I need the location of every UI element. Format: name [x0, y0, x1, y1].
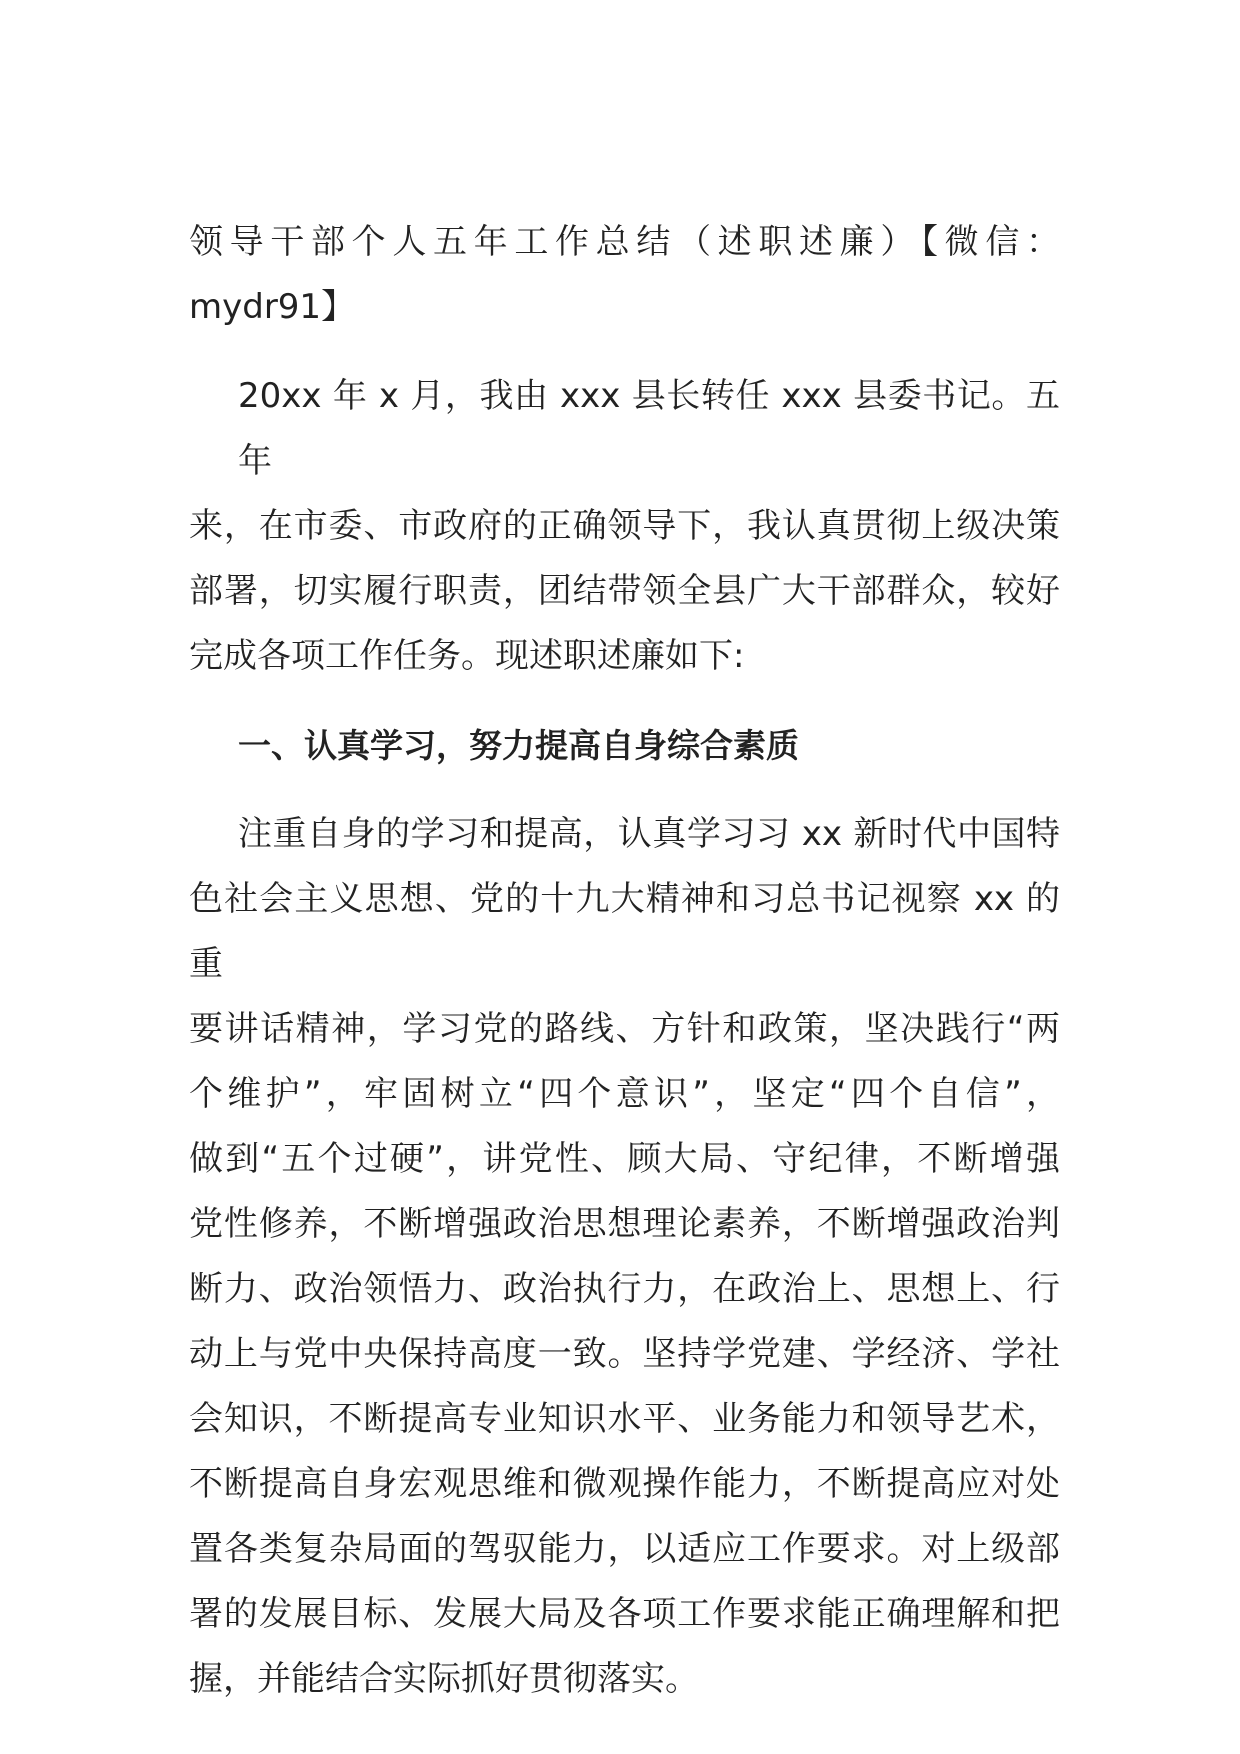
section-heading-1: 一、认真学习，努力提高自身综合素质: [238, 726, 799, 765]
paragraph-line: 色社会主义思想、党的十九大精神和习总书记视察 xx 的重: [189, 879, 1060, 984]
paragraph-line: 注重自身的学习和提高，认真学习习 xx 新时代中国特: [238, 814, 1060, 854]
paragraph-line: 动上与党中央保持高度一致。坚持学党建、学经济、学社: [189, 1334, 1060, 1374]
paragraph-line: 断力、政治领悟力、政治执行力，在政治上、思想上、行: [189, 1269, 1060, 1309]
intro-line: 20xx 年 x 月，我由 xxx 县长转任 xxx 县委书记。五年: [238, 376, 1060, 481]
paragraph-line: 会知识，不断提高专业知识水平、业务能力和领导艺术，: [189, 1399, 1060, 1439]
paragraph-line: 不断提高自身宏观思维和微观操作能力，不断提高应对处: [189, 1464, 1060, 1504]
intro-line: 来，在市委、市政府的正确领导下，我认真贯彻上级决策: [189, 506, 1060, 546]
intro-line: 部署，切实履行职责，团结带领全县广大干部群众，较好: [189, 571, 1060, 611]
paragraph-line: 党性修养，不断增强政治思想理论素养，不断增强政治判: [189, 1204, 1060, 1244]
intro-line: 完成各项工作任务。现述职述廉如下:: [189, 636, 745, 676]
paragraph-line: 要讲话精神，学习党的路线、方针和政策，坚决践行“两: [189, 1009, 1060, 1049]
paragraph-line: 握，并能结合实际抓好贯彻落实。: [189, 1659, 699, 1699]
document-title-line-2: mydr91】: [189, 287, 356, 327]
paragraph-line: 个维护”，牢固树立“四个意识”，坚定“四个自信”，: [189, 1074, 1060, 1114]
paragraph-line: 署的发展目标、发展大局及各项工作要求能正确理解和把: [189, 1594, 1060, 1634]
paragraph-line: 做到“五个过硬”，讲党性、顾大局、守纪律，不断增强: [189, 1139, 1060, 1179]
document-title-line-1: 领导干部个人五年工作总结（述职述廉）【微信：: [189, 222, 1060, 262]
paragraph-line: 置各类复杂局面的驾驭能力，以适应工作要求。对上级部: [189, 1529, 1060, 1569]
